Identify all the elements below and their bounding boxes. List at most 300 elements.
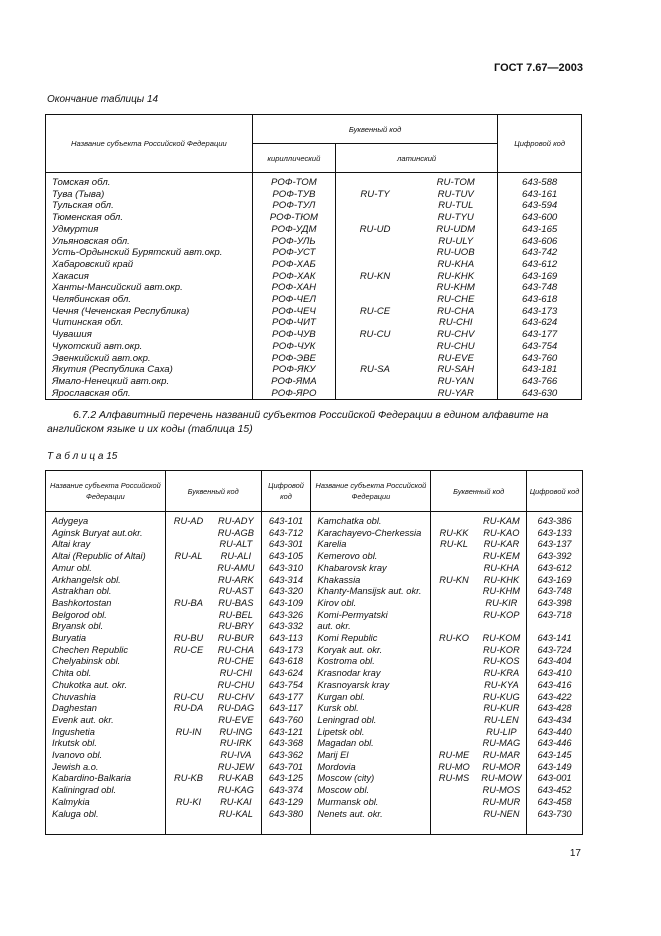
t15-cell — [431, 621, 477, 633]
t14-cell: РОФ-ХАБ — [252, 259, 335, 271]
t14-cell: Томская обл. — [46, 173, 253, 189]
t15-cell: 643-386 — [527, 512, 583, 528]
t14-cell: 643-606 — [498, 236, 582, 248]
table-row — [46, 703, 583, 715]
table-row — [46, 668, 583, 680]
t15-cell: 643-410 — [527, 668, 583, 680]
table-row — [46, 621, 583, 633]
table-row — [46, 715, 583, 727]
t15-cell: 643-121 — [261, 727, 311, 739]
t15-cell: 643-113 — [261, 633, 311, 645]
t15-cell: 643-416 — [527, 680, 583, 692]
t15-cell — [431, 610, 477, 622]
t15-cell: 643-624 — [261, 668, 311, 680]
table-row — [46, 539, 583, 551]
t15-cell: Kaluga obl. — [46, 809, 166, 835]
page-number: 17 — [569, 848, 581, 859]
t15-cell: Kirov obl. — [311, 598, 431, 610]
t14-cell: РОФ-ЭВЕ — [252, 353, 335, 365]
t14-cell: RU-CE — [335, 306, 414, 318]
t15-cell: Irkutsk obl. — [46, 738, 166, 750]
t15-cell: RU-KAM — [477, 512, 527, 528]
t14-cell: 643-766 — [498, 376, 582, 388]
t15-cell — [431, 703, 477, 715]
t15-cell: 643-404 — [527, 656, 583, 668]
t14-cell: RU-KN — [335, 271, 414, 283]
t15-cell — [165, 738, 211, 750]
t14-cell: RU-TY — [335, 189, 414, 201]
t15-cell: RU-AGB — [211, 528, 261, 540]
t15-cell — [431, 785, 477, 797]
t15-cell: 643-701 — [261, 762, 311, 774]
t15-cell: RU-CHV — [211, 692, 261, 704]
t14-cell: 643-177 — [498, 329, 582, 341]
t14-cell: Чечня (Чеченская Республика) — [46, 306, 253, 318]
t14-cell: РОФ-ТУВ — [252, 189, 335, 201]
t14-cell: РОФ-УЛЬ — [252, 236, 335, 248]
t15-cell: 643-760 — [261, 715, 311, 727]
t14-head-name: Название субъекта Российской Федерации — [46, 115, 253, 173]
table-row — [46, 282, 582, 294]
t15-cell: RU-CU — [165, 692, 211, 704]
t15-cell: 643-310 — [261, 563, 311, 575]
t14-cell: RU-CHU — [414, 341, 498, 353]
t15-cell: RU-AST — [211, 586, 261, 598]
t15-cell: RU-IVA — [211, 750, 261, 762]
t14-cell: RU-KHK — [414, 271, 498, 283]
t15-cell: RU-KAB — [211, 773, 261, 785]
t15-cell — [165, 809, 211, 835]
t15-cell: Nenets aut. okr. — [311, 809, 431, 835]
t15-cell: Kursk obl. — [311, 703, 431, 715]
t15-cell: RU-KAL — [211, 809, 261, 835]
t15-cell: RU-MAG — [477, 738, 527, 750]
table-row — [46, 785, 583, 797]
t15-cell — [165, 680, 211, 692]
t14-cell — [335, 259, 414, 271]
t14-cell: 643-165 — [498, 224, 582, 236]
t15-cell: Karelia — [311, 539, 431, 551]
t15-cell: Evenk aut. okr. — [46, 715, 166, 727]
t14-cell — [335, 236, 414, 248]
t14-head-lat: латинский — [335, 144, 497, 173]
t15-cell: RU-ADY — [211, 512, 261, 528]
t15-head-digit-left: Цифровой код — [261, 471, 311, 512]
t15-cell — [431, 727, 477, 739]
table-row — [46, 680, 583, 692]
t15-cell: RU-CHA — [211, 645, 261, 657]
table-row — [46, 189, 582, 201]
t14-cell — [335, 247, 414, 259]
table-row — [46, 236, 582, 248]
t15-cell: 643-001 — [527, 773, 583, 785]
t15-cell: Jewish a.o. — [46, 762, 166, 774]
t15-cell: Ingushetia — [46, 727, 166, 739]
t15-cell: Moscow obl. — [311, 785, 431, 797]
t14-cell: РОФ-УДМ — [252, 224, 335, 236]
table-row — [46, 656, 583, 668]
t15-cell: Chuvashia — [46, 692, 166, 704]
t15-cell: RU-AD — [165, 512, 211, 528]
t15-cell: RU-MAR — [477, 750, 527, 762]
t14-cell: RU-KHA — [414, 259, 498, 271]
t15-cell: RU-KOM — [477, 633, 527, 645]
t15-cell: Altai (Republic of Altai) — [46, 551, 166, 563]
t15-cell: 643-362 — [261, 750, 311, 762]
t15-cell: 643-434 — [527, 715, 583, 727]
t15-cell: Aginsk Buryat aut.okr. — [46, 528, 166, 540]
t14-cell: РОФ-ТОМ — [252, 173, 335, 189]
t15-body — [46, 512, 583, 835]
t15-cell: Krasnoyarsk kray — [311, 680, 431, 692]
t15-cell: Khanty-Mansijsk aut. okr. — [311, 586, 431, 598]
t14-cell: RU-SAH — [414, 364, 498, 376]
t14-cell: RU-UDM — [414, 224, 498, 236]
t15-cell: Komi-Permyatski — [311, 610, 431, 622]
t15-cell: RU-LEN — [477, 715, 527, 727]
t15-cell: RU-BA — [165, 598, 211, 610]
t15-cell: RU-MUR — [477, 797, 527, 809]
t15-cell: Kurgan obl. — [311, 692, 431, 704]
t14-cell — [335, 376, 414, 388]
table-row — [46, 586, 583, 598]
table-row — [46, 259, 582, 271]
t15-cell: 643-612 — [527, 563, 583, 575]
t14-cell: RU-SA — [335, 364, 414, 376]
t14-cell: RU-UD — [335, 224, 414, 236]
t15-cell: RU-MO — [431, 762, 477, 774]
t15-cell: RU-LIP — [477, 727, 527, 739]
t14-cell — [335, 388, 414, 400]
t14-cell: Якутия (Республика Саха) — [46, 364, 253, 376]
t15-cell: RU-AL — [165, 551, 211, 563]
t15-cell: 643-117 — [261, 703, 311, 715]
t15-cell: 643-458 — [527, 797, 583, 809]
t14-cell: Чукотский авт.окр. — [46, 341, 253, 353]
t15-cell: Kalmykia — [46, 797, 166, 809]
t15-cell — [527, 621, 583, 633]
t14-cell: 643-618 — [498, 294, 582, 306]
t15-cell: Kemerovo obl. — [311, 551, 431, 563]
t15-cell: 643-332 — [261, 621, 311, 633]
t14-cell: Ямало-Ненецкий авт.окр. — [46, 376, 253, 388]
t15-cell: 643-754 — [261, 680, 311, 692]
table-row — [46, 388, 582, 400]
t15-cell: 643-169 — [527, 575, 583, 587]
t15-cell: Karachayevo-Cherkessia — [311, 528, 431, 540]
t15-cell — [165, 610, 211, 622]
t15-cell: Kaliningrad obl. — [46, 785, 166, 797]
t15-cell: RU-ALT — [211, 539, 261, 551]
t15-cell: 643-392 — [527, 551, 583, 563]
t14-cell: 643-630 — [498, 388, 582, 400]
t15-cell: RU-DA — [165, 703, 211, 715]
t15-cell: Marij El — [311, 750, 431, 762]
t15-cell: 643-368 — [261, 738, 311, 750]
t15-cell: RU-KB — [165, 773, 211, 785]
t15-cell: 643-440 — [527, 727, 583, 739]
t14-cell: Эвенкийский авт.окр. — [46, 353, 253, 365]
t15-cell — [165, 528, 211, 540]
t15-cell: 643-618 — [261, 656, 311, 668]
t15-cell — [431, 512, 477, 528]
t14-cell: РОФ-ХАН — [252, 282, 335, 294]
t15-cell: RU-BUR — [211, 633, 261, 645]
t15-cell: Adygeya — [46, 512, 166, 528]
t15-cell — [165, 539, 211, 551]
t15-cell — [431, 656, 477, 668]
t15-cell: Chita obl. — [46, 668, 166, 680]
t14-cell: RU-UOB — [414, 247, 498, 259]
t15-cell: RU-BRY — [211, 621, 261, 633]
t15-cell: 643-712 — [261, 528, 311, 540]
t15-cell: Bashkortostan — [46, 598, 166, 610]
t15-cell: 643-452 — [527, 785, 583, 797]
t14-cell — [335, 294, 414, 306]
t14-cell: РОФ-ЯКУ — [252, 364, 335, 376]
t14-cell: Удмуртия — [46, 224, 253, 236]
t14-cell: Хакасия — [46, 271, 253, 283]
table-row — [46, 727, 583, 739]
t15-cell — [431, 668, 477, 680]
t15-cell: RU-ME — [431, 750, 477, 762]
t14-cell: 643-161 — [498, 189, 582, 201]
t15-cell: RU-KOR — [477, 645, 527, 657]
t15-cell — [431, 586, 477, 598]
table-row — [46, 224, 582, 236]
t15-cell: Kabardino-Balkaria — [46, 773, 166, 785]
t15-cell — [165, 785, 211, 797]
t15-cell — [431, 563, 477, 575]
t15-cell: 643-422 — [527, 692, 583, 704]
t14-cell: 643-742 — [498, 247, 582, 259]
table-row — [46, 353, 582, 365]
t14-cell: RU-CU — [335, 329, 414, 341]
section-paragraph: 6.7.2 Алфавитный перечень названий субъектов Российской Федерации в едином алфавите на английском языке и их коды (таблица 15) — [47, 410, 549, 435]
t14-cell: РОФ-ЯРО — [252, 388, 335, 400]
t14-cell — [335, 282, 414, 294]
t15-cell: Altai kray — [46, 539, 166, 551]
t15-cell: RU-KUG — [477, 692, 527, 704]
t15-cell: RU-KO — [431, 633, 477, 645]
t15-cell: RU-KAR — [477, 539, 527, 551]
t15-cell: RU-KYA — [477, 680, 527, 692]
t14-cell: RU-EVE — [414, 353, 498, 365]
t15-cell: 643-398 — [527, 598, 583, 610]
t14-cell: 643-173 — [498, 306, 582, 318]
table-row — [46, 317, 582, 329]
document-header: ГОСТ 7.67—2003 — [494, 62, 583, 74]
t15-cell: RU-EVE — [211, 715, 261, 727]
t15-cell: Astrakhan obl. — [46, 586, 166, 598]
t15-cell: 643-428 — [527, 703, 583, 715]
table-15-caption: Т а б л и ц а 15 — [47, 451, 118, 462]
t15-head-digit-right: Цифровой код — [527, 471, 583, 512]
t15-cell — [165, 563, 211, 575]
table-row — [46, 212, 582, 224]
t15-cell: RU-CHE — [211, 656, 261, 668]
t15-cell — [165, 586, 211, 598]
t14-cell: 643-169 — [498, 271, 582, 283]
t14-cell: Чувашия — [46, 329, 253, 341]
t15-cell: Buryatia — [46, 633, 166, 645]
t14-cell: Тульская обл. — [46, 200, 253, 212]
t15-cell: Bryansk obl. — [46, 621, 166, 633]
t15-cell: 643-101 — [261, 512, 311, 528]
table-row — [46, 364, 582, 376]
t15-cell: RU-KK — [431, 528, 477, 540]
t14-cell: 643-594 — [498, 200, 582, 212]
t14-cell: RU-YAN — [414, 376, 498, 388]
t15-cell: RU-IRK — [211, 738, 261, 750]
t15-cell: Amur obl. — [46, 563, 166, 575]
t14-cell: RU-TUV — [414, 189, 498, 201]
t15-cell: RU-CHU — [211, 680, 261, 692]
t15-cell: Murmansk obl. — [311, 797, 431, 809]
t14-cell: Челябинская обл. — [46, 294, 253, 306]
t15-cell: 643-141 — [527, 633, 583, 645]
t15-cell: RU-KL — [431, 539, 477, 551]
table-14 — [45, 114, 582, 400]
t14-cell: Читинская обл. — [46, 317, 253, 329]
t14-cell: 643-181 — [498, 364, 582, 376]
t14-cell: 643-588 — [498, 173, 582, 189]
t15-cell: Koryak aut. okr. — [311, 645, 431, 657]
t15-cell — [431, 645, 477, 657]
t14-cell — [335, 212, 414, 224]
table-row — [46, 773, 583, 785]
t15-cell — [165, 656, 211, 668]
t14-cell: Хабаровский край — [46, 259, 253, 271]
t14-cell: Ульяновская обл. — [46, 236, 253, 248]
t15-cell: RU-KHA — [477, 563, 527, 575]
t15-cell — [431, 551, 477, 563]
t15-cell: 643-137 — [527, 539, 583, 551]
table-row — [46, 329, 582, 341]
t15-cell: aut. okr. — [311, 621, 431, 633]
t15-cell: 643-748 — [527, 586, 583, 598]
t15-cell: RU-MOS — [477, 785, 527, 797]
t15-cell — [431, 809, 477, 835]
t14-cell: Ярославская обл. — [46, 388, 253, 400]
t14-cell: РОФ-ЧУК — [252, 341, 335, 353]
t14-cell: РОФ-ТУЛ — [252, 200, 335, 212]
t14-cell: РОФ-ЧИТ — [252, 317, 335, 329]
t14-cell: РОФ-ЯМА — [252, 376, 335, 388]
t15-cell: 643-320 — [261, 586, 311, 598]
t15-cell: 643-380 — [261, 809, 311, 835]
t15-cell: Krasnodar kray — [311, 668, 431, 680]
table-row — [46, 294, 582, 306]
t14-cell: RU-TOM — [414, 173, 498, 189]
t15-cell: RU-KAI — [211, 797, 261, 809]
table-row — [46, 551, 583, 563]
t15-cell: 643-105 — [261, 551, 311, 563]
t15-cell: 643-446 — [527, 738, 583, 750]
t15-cell: RU-KHK — [477, 575, 527, 587]
t15-cell: RU-BEL — [211, 610, 261, 622]
t15-cell — [165, 750, 211, 762]
t15-cell: Chechen Republic — [46, 645, 166, 657]
t15-cell: Chukotka aut. okr. — [46, 680, 166, 692]
t15-head-letter-left: Буквенный код — [165, 471, 261, 512]
t15-cell: RU-KEM — [477, 551, 527, 563]
t15-cell — [165, 715, 211, 727]
t15-cell: 643-177 — [261, 692, 311, 704]
t15-cell — [165, 668, 211, 680]
t15-cell: Lipetsk obl. — [311, 727, 431, 739]
t15-cell: 643-724 — [527, 645, 583, 657]
t15-cell: Khakassia — [311, 575, 431, 587]
table-row — [46, 528, 583, 540]
t15-cell: Chelyabinsk obl. — [46, 656, 166, 668]
t14-cell — [335, 173, 414, 189]
t14-head-digit: Цифровой код — [498, 115, 582, 173]
t14-cell: РОФ-ЧУВ — [252, 329, 335, 341]
t14-cell — [335, 353, 414, 365]
t15-cell: RU-KAO — [477, 528, 527, 540]
t15-cell: 643-133 — [527, 528, 583, 540]
table-row — [46, 692, 583, 704]
t14-cell: РОФ-ХАК — [252, 271, 335, 283]
t15-cell: 643-730 — [527, 809, 583, 835]
t15-cell: 643-374 — [261, 785, 311, 797]
t15-cell: RU-NEN — [477, 809, 527, 835]
t14-cell: 643-760 — [498, 353, 582, 365]
t15-cell: Moscow (city) — [311, 773, 431, 785]
t14-cell: Тува (Тыва) — [46, 189, 253, 201]
t15-cell: RU-MOR — [477, 762, 527, 774]
t15-cell: RU-KHM — [477, 586, 527, 598]
t14-cell — [335, 317, 414, 329]
t14-cell: 643-600 — [498, 212, 582, 224]
table-row — [46, 376, 582, 388]
t14-cell: RU-ULY — [414, 236, 498, 248]
t15-cell: RU-KUR — [477, 703, 527, 715]
t14-cell: RU-TYU — [414, 212, 498, 224]
t15-cell: RU-KRA — [477, 668, 527, 680]
t15-cell: 643-129 — [261, 797, 311, 809]
table-row — [46, 598, 583, 610]
t15-cell — [431, 598, 477, 610]
t15-head-letter-right: Буквенный код — [431, 471, 527, 512]
table-row — [46, 247, 582, 259]
table-row — [46, 738, 583, 750]
t15-cell — [165, 621, 211, 633]
t14-cell: РОФ-УСТ — [252, 247, 335, 259]
t15-cell: Mordovia — [311, 762, 431, 774]
t14-cell: RU-KHM — [414, 282, 498, 294]
t15-cell: Belgorod obl. — [46, 610, 166, 622]
table-row — [46, 173, 582, 189]
t15-cell: Komi Republic — [311, 633, 431, 645]
table-row — [46, 797, 583, 809]
t15-cell: 643-145 — [527, 750, 583, 762]
t14-head-letter: Буквенный код — [252, 115, 498, 144]
t15-cell: RU-KI — [165, 797, 211, 809]
t15-cell: RU-ARK — [211, 575, 261, 587]
t14-cell: Усть-Ордынский Бурятский авт.окр. — [46, 247, 253, 259]
t15-cell: 643-301 — [261, 539, 311, 551]
t15-cell — [431, 738, 477, 750]
t15-head-name-right: Название субъекта Российской Федерации — [311, 471, 431, 512]
t14-cell — [335, 341, 414, 353]
table-row — [46, 610, 583, 622]
t15-cell: 643-314 — [261, 575, 311, 587]
t15-cell: RU-JEW — [211, 762, 261, 774]
t15-cell: RU-BAS — [211, 598, 261, 610]
t14-cell: 643-754 — [498, 341, 582, 353]
